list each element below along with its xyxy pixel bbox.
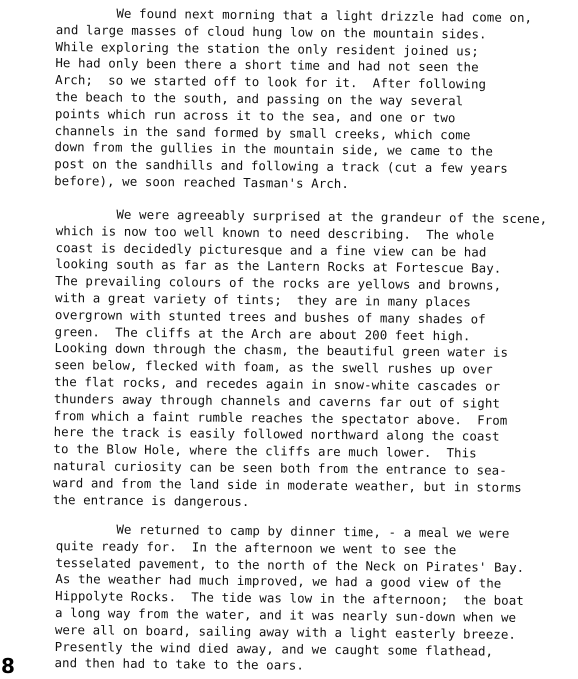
text-line: the entrance is dangerous. (52, 491, 250, 509)
text-line: and large masses of cloud hung low on the mountain sides. (55, 21, 487, 42)
text-line: The prevailing colours of the rocks are yellows and browns, (55, 273, 502, 293)
text-line: and then had to take to the oars. (54, 655, 305, 673)
text-line: green. The cliffs at the Arch are about 200 feet high. (54, 323, 471, 343)
text-line: Arch; so we started off to look for it. After following (55, 72, 487, 92)
text-line: tesselated pavement, to the north of the Neck on Pirates' Bay. (55, 554, 525, 575)
text-line: here the track is easily followed northward along the coast (53, 424, 500, 445)
text-line: He had only been there a short time and had not seen the (55, 55, 479, 75)
text-line: points which run across it to the sea, and one or two (54, 105, 456, 125)
text-line: As the weather had much improved, we had a good view of the (55, 571, 502, 592)
text-line: We returned to camp by dinner time, - a meal we were (55, 521, 510, 541)
text-line: seen below, flecked with foam, as the swell rushes up over (54, 357, 493, 377)
paragraph-return-to-camp (54, 521, 578, 678)
page-number: 8 (1, 654, 15, 678)
text-line: We were agreeably surprised at the grandeur of the scene, (55, 206, 548, 227)
text-line: looking south as far as the Lantern Rocks at Fortescue Bay. (55, 256, 502, 277)
text-line: quite ready for. In the afternoon we went to see the (55, 537, 457, 557)
text-line: ward and from the land side in moderate weather, but in storms (53, 474, 522, 495)
text-line: with a great variety of tints; they are in many places (54, 289, 471, 310)
paragraph-arch-scenery (53, 206, 578, 514)
text-line: post on the sandhills and following a track (cut a few years (54, 156, 508, 176)
text-line: the beach to the south, and passing on the way several (54, 88, 464, 109)
text-line: to the Blow Hole, where the cliffs are much lower. This (53, 441, 477, 461)
text-line: overgrown with stunted trees and bushes of many shades of (54, 306, 486, 327)
text-line: Hippolyte Rocks. The tide was low in the afternoon; the boat (55, 588, 524, 609)
text-line: channels in the sand formed by small creeks, which come (54, 122, 471, 142)
text-line: down from the gullies in the mountain side, we came to the (54, 139, 494, 159)
text-line: a long way from the water, and it was nearly sun-down when we (54, 604, 517, 625)
text-line: Looking down through the chasm, the beautiful green water is (54, 340, 509, 361)
text-line: While exploring the station the only resident joined us; (55, 38, 479, 59)
text-line: the flat rocks, and recedes again in snow-white cascades or (54, 373, 501, 394)
text-line: thunders away through channels and caverns far out of sight (53, 390, 501, 411)
text-line: from which a faint rumble reaches the spectator above. From (53, 407, 508, 428)
text-line: were all on board, sailing away with a light easterly breeze. (54, 621, 517, 642)
paragraph-arch-search (54, 5, 578, 195)
text-line: which is now too well known to need describing. The whole (55, 222, 495, 243)
text-line: Presently the wind died away, and we caught some flathead, (54, 638, 494, 659)
text-line: coast is decidedly picturesque and a fine view can be had (55, 239, 487, 260)
text-line: before), we soon reached Tasman's Arch. (54, 172, 350, 192)
text-line: natural curiosity can be seen both from the entrance to sea- (53, 457, 507, 478)
text-line: We found next morning that a light drizzle had come on, (55, 5, 533, 25)
